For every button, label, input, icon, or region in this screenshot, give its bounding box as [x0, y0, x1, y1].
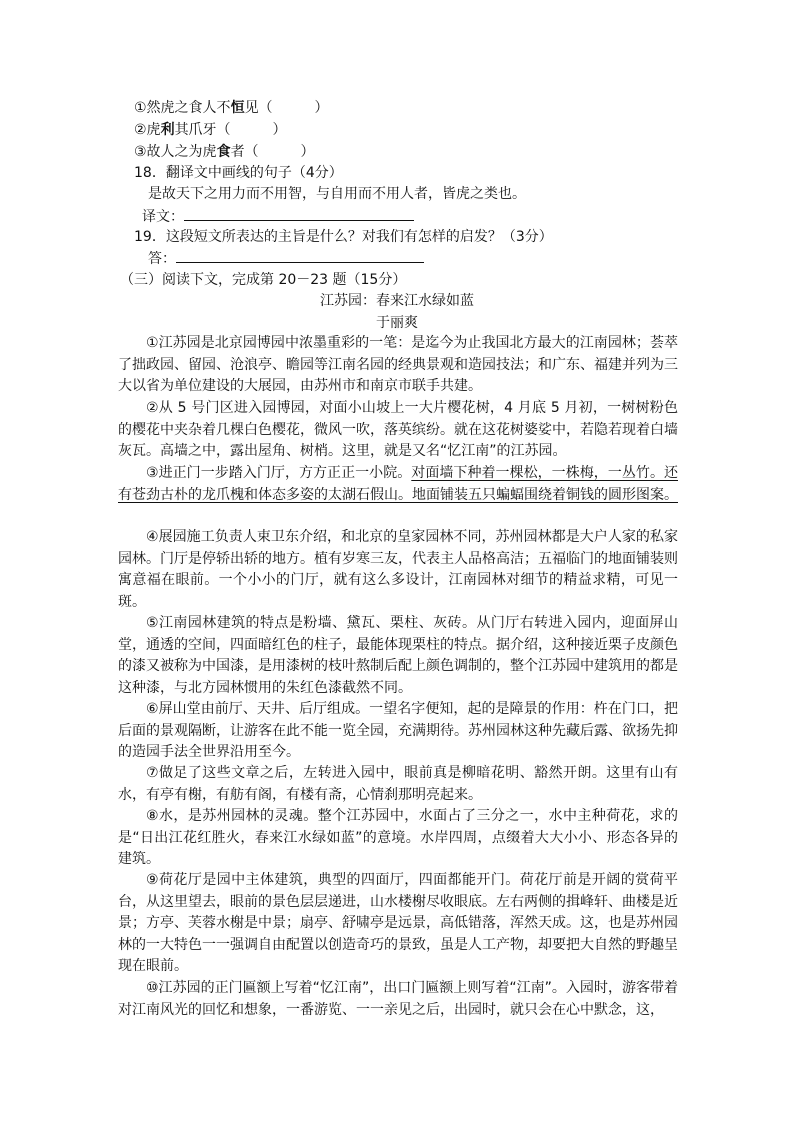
question-item-2: [134, 120, 287, 140]
question-item-3: [134, 142, 315, 162]
question-18-sentence: 是故天下之用力而不用智，与自用而不用人者，皆虎之类也。: [148, 186, 526, 202]
paragraph-2: ②从 5 号门区进入园博园，对面小山坡上一大片樱花树，4 月底 5 月初，一树树粉色的樱花中夹杂着几棵白色樱花，微风一吹，落英缤纷。就在这花树婆娑中，若隐若现着白墙灰瓦。高墙之中，露出屋角、树梢。这里，就是又名“忆江南”的江苏园。: [118, 400, 678, 460]
answer-blank-paren: 见（ ）: [244, 100, 329, 116]
question-item-1: [134, 98, 329, 118]
paragraph-10: ⑩江苏园的正门匾额上写着“忆江南”，出口门匾额上则写着“江南”。入园时，游客带着对江南风光的回忆和想象，一番游览、一一亲见之后，出园时，就只会在心中默念，这，: [118, 980, 678, 1018]
answer-line: [148, 248, 424, 269]
article-title: 江苏园：春来江水绿如蓝: [320, 293, 474, 309]
paragraph-1: ①江苏园是北京园博园中浓墨重彩的一笔：是迄今为止我国北方最大的江南园林；荟萃了拙政园、留园、沧浪亭、瞻园等江南名园的经典景观和造园技法；和广东、福建并列为三大以省为单位建设的大展园，由苏州市和南京市联手共建。: [118, 335, 678, 395]
answer-label: 译文：: [142, 209, 184, 225]
section-heading: （三）阅读下文，完成第 20－23 题（15分）: [120, 272, 407, 288]
question-19: 19．这段短文所表达的主旨是什么？对我们有怎样的启发？（3分）: [134, 229, 553, 245]
translation-answer-line: [142, 206, 414, 227]
bold-character: 恒: [230, 100, 245, 116]
bold-character: 利: [160, 122, 175, 138]
paragraph-6: ⑥屏山堂由前厅、天井、后厅组成。一望名字便知，起的是障景的作用：杵在门口，把后面的景观隔断，让游客在此不能一览全园，充满期待。苏州园林这种先藏后露、欲扬先抑的造园手法全世界沿用至今。: [118, 701, 678, 761]
paragraph-3-intro: ③进正门一步踏入门厅，方方正正一小院。: [146, 465, 412, 481]
article-author: 于丽爽: [376, 315, 418, 331]
answer-blank[interactable]: [176, 248, 424, 263]
answer-label: 答：: [148, 251, 176, 267]
question-text: ①然虎之食人不: [134, 100, 231, 116]
answer-blank[interactable]: [184, 206, 414, 221]
paragraph-4: ④展园施工负责人束卫东介绍，和北京的皇家园林不同，苏州园林都是大户人家的私家园林。门厅是停轿出轿的地方。植有岁寒三友，代表主人品格高洁；五福临门的地面铺装则寓意福在眼前。一个小小的门厅，就有这么多设计，江南园林对细节的精益求精，可见一斑。: [118, 529, 678, 610]
question-18: 18．翻译文中画线的句子（4分）: [134, 165, 343, 181]
answer-blank-paren: 其爪牙（ ）: [174, 122, 287, 138]
bold-character: 食: [216, 144, 231, 160]
paragraph-7: ⑦做足了这些文章之后，左转进入园中，眼前真是柳暗花明、豁然开朗。这里有山有水，有亭有榭，有舫有阁，有楼有斋，心情刹那明亮起来。: [118, 765, 678, 803]
question-text: ②虎: [134, 122, 161, 138]
question-text: ③故人之为虎: [134, 144, 217, 160]
paragraph-8: ⑧水，是苏州园林的灵魂。整个江苏园中，水面占了三分之一，水中主种荷花，求的是“日出江花红胜火，春来江水绿如蓝”的意境。水岸四周，点缀着大大小小、形态各异的建筑。: [118, 808, 678, 868]
paragraph-9: ⑨荷花厅是园中主体建筑，典型的四面厅，四面都能开门。荷花厅前是开阔的赏荷平台，从这里望去，眼前的景色层层递进，山水楼榭尽收眼底。左右两侧的揖峰轩、曲楼是近景；方亭、芙蓉水榭是中景；扇亭、舒啸亭是远景，高低错落，浑然天成。这，也是苏州园林的一大特色一一强调自由配置以创造奇巧的景致，虽是人工产物，却要把大自然的野趣呈现在眼前。: [118, 872, 678, 975]
paragraph-5: ⑤江南园林建筑的特点是粉墙、黛瓦、栗柱、灰砖。从门厅右转进入园内，迎面屏山堂，通透的空间，四面暗红色的柱子，最能体现栗柱的特点。据介绍，这种接近栗子皮颜色的漆又被称为中国漆，是用漆树的枝叶熬制后配上颜色调制的，整个江苏园中建筑用的都是这种漆，与北方园林惯用的朱红色漆截然不同。: [118, 615, 678, 696]
answer-blank-paren: 者（ ）: [230, 144, 315, 160]
underlined-sentence: 对面墙下种着一棵松，一株梅，一丛竹。还有苍劲古朴的龙爪槐和体态多姿的太湖石假山。地面铺装五只蝙蝠围绕着铜钱的圆形图案。: [118, 465, 678, 503]
paragraph-3: [118, 463, 678, 506]
